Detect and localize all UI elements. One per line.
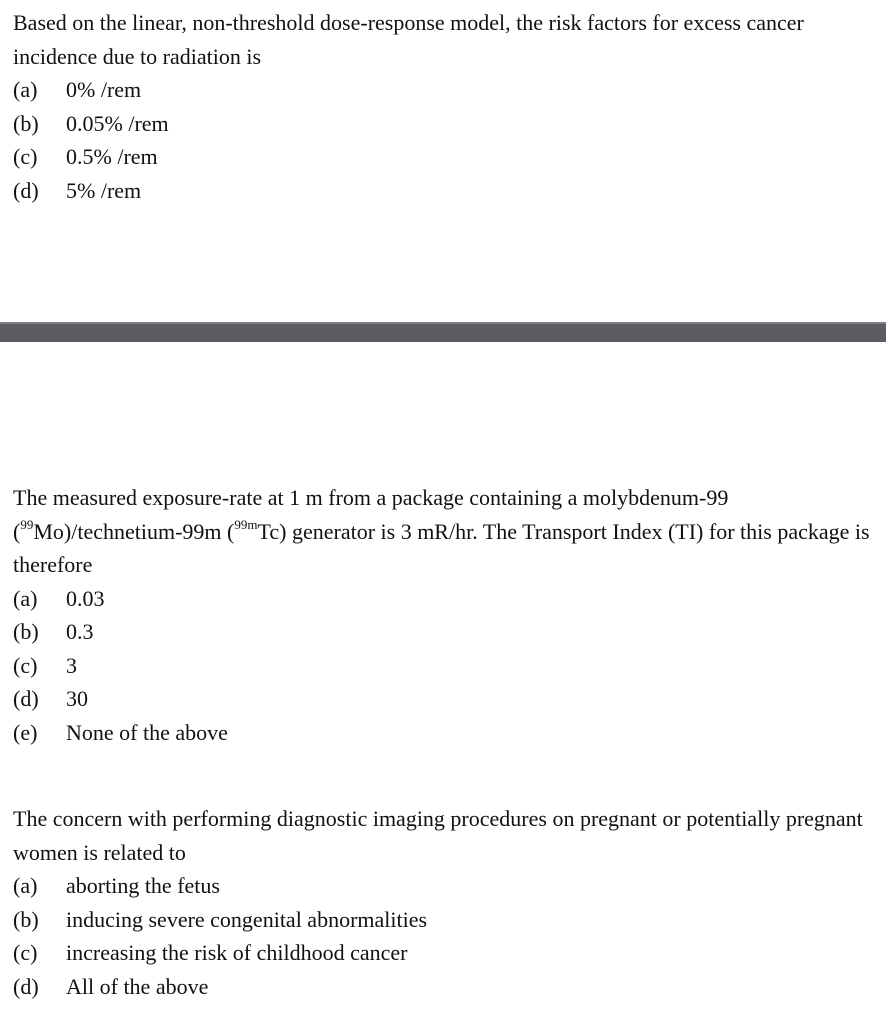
option-text: None of the above [66, 719, 228, 745]
option-d [13, 970, 873, 1004]
stem-text: The measured exposure-rate at 1 m from a package containing a molybdenum-99 ( [13, 485, 729, 544]
option-letter: (b) [13, 110, 39, 136]
option-text: 0% /rem [66, 77, 142, 102]
isotope-superscript: 99 [20, 517, 34, 533]
option-text: 0.3 [66, 619, 94, 644]
option-a [13, 582, 873, 616]
option-letter: (b) [13, 906, 39, 932]
option-text: aborting the fetus [66, 873, 220, 898]
isotope-superscript: 99m [234, 517, 258, 533]
option-c [13, 140, 873, 174]
question-stem: Based on the linear, non-threshold dose-response model, the risk factors for excess cancer incidence due to radiation is [13, 10, 804, 69]
option-text: 30 [66, 686, 88, 711]
option-text: 0.05% /rem [66, 110, 169, 136]
option-text: 0.5% /rem [66, 144, 158, 169]
option-b [13, 107, 873, 141]
options-list [13, 73, 873, 207]
page-separator [0, 322, 886, 342]
option-letter: (c) [13, 652, 38, 678]
option-a [13, 73, 873, 107]
option-letter: (a) [13, 77, 38, 102]
option-text: 5% /rem [66, 177, 142, 203]
stem-text: Mo)/technetium-99m ( [33, 518, 235, 544]
option-letter: (d) [13, 177, 39, 203]
option-letter: (d) [13, 686, 39, 711]
question-1 [13, 6, 873, 207]
option-c [13, 649, 873, 683]
question-2 [13, 481, 873, 749]
option-letter: (b) [13, 619, 39, 644]
option-text: increasing the risk of childhood cancer [66, 940, 408, 965]
option-b [13, 903, 873, 937]
option-letter: (a) [13, 873, 38, 898]
option-letter: (c) [13, 144, 38, 169]
stem-text: Tc) generator is 3 mR/hr. The Transport Index (TI) for this package is therefore [13, 518, 870, 577]
option-letter: (a) [13, 585, 38, 611]
option-letter: (e) [13, 719, 38, 745]
option-a [13, 869, 873, 903]
options-list [13, 869, 873, 1003]
option-text: 0.03 [66, 585, 105, 611]
options-list [13, 582, 873, 750]
question-3 [13, 802, 873, 1003]
option-text: inducing severe congenital abnormalities [66, 906, 428, 932]
option-letter: (d) [13, 973, 39, 999]
option-letter: (c) [13, 940, 38, 965]
option-d [13, 682, 873, 716]
option-e [13, 716, 873, 750]
option-c [13, 936, 873, 970]
option-text: All of the above [66, 973, 209, 999]
question-stem: The concern with performing diagnostic imaging procedures on pregnant or potentially pregnant women is related to [13, 806, 863, 865]
option-d [13, 174, 873, 208]
option-text: 3 [66, 652, 77, 678]
question-stem [13, 481, 873, 582]
option-b [13, 615, 873, 649]
